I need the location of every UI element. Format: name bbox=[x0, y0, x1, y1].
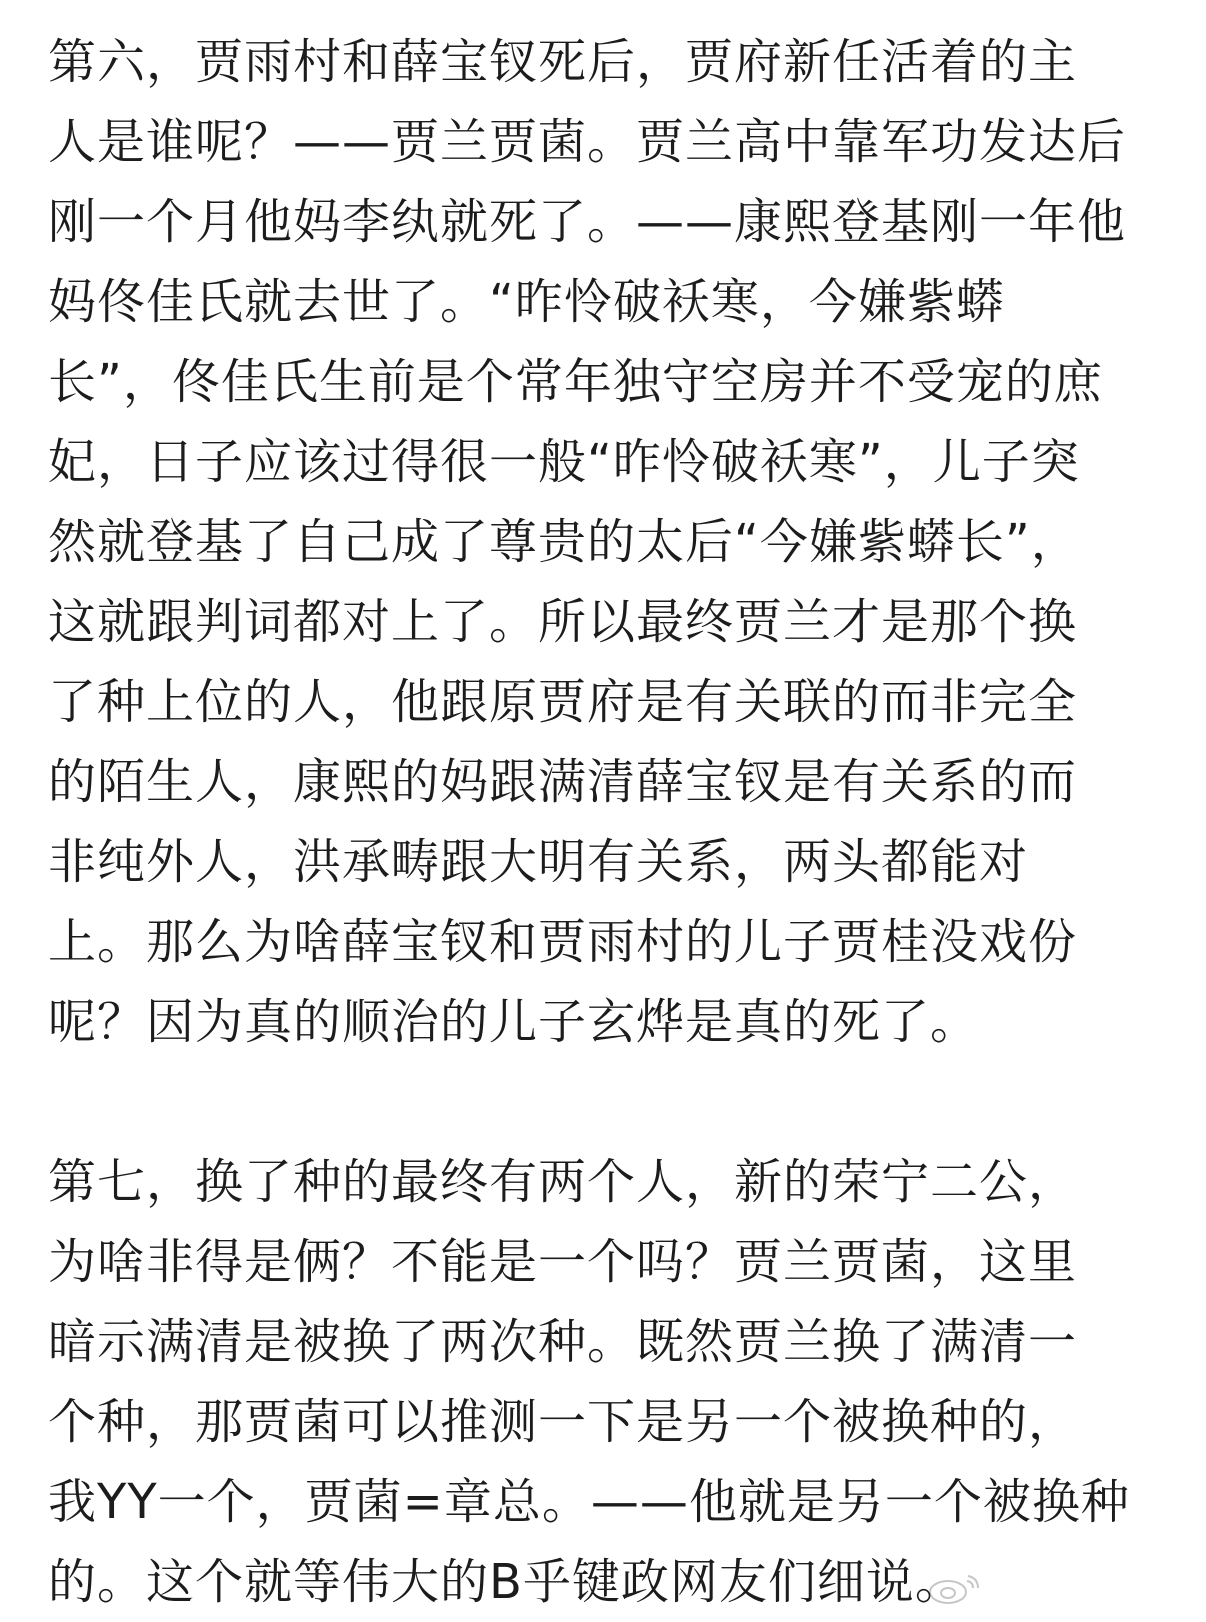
text-line: 个种，那贾菌可以推测一下是另一个被换种的， bbox=[48, 1394, 1078, 1450]
text-line: 妃，日子应该过得很一般“昨怜破袄寒”，儿子突 bbox=[48, 434, 1080, 490]
weibo-watermark-icon bbox=[924, 1570, 984, 1606]
text-line: 妈佟佳氏就去世了。“昨怜破袄寒，今嫌紫蟒 bbox=[48, 274, 1005, 330]
text-line: 非纯外人，洪承畴跟大明有关系，两头都能对 bbox=[48, 834, 1029, 890]
text-line: 暗示满清是被换了两次种。既然贾兰换了满清一 bbox=[48, 1314, 1078, 1370]
text-line: 了种上位的人，他跟原贾府是有关联的而非完全 bbox=[48, 674, 1078, 730]
paragraph-7 bbox=[48, 1142, 1168, 1622]
text-line: 刚一个月他妈李纨就死了。——康熙登基刚一年他 bbox=[48, 194, 1127, 250]
text-line: 第七，换了种的最终有两个人，新的荣宁二公， bbox=[48, 1154, 1078, 1210]
text-line: 的。这个就等伟大的B乎键政网友们细说。 bbox=[48, 1554, 964, 1610]
text-line: 上。那么为啥薛宝钗和贾雨村的儿子贾桂没戏份 bbox=[48, 914, 1078, 970]
text-line: 的陌生人，康熙的妈跟满清薛宝钗是有关系的而 bbox=[48, 754, 1078, 810]
text-line: 为啥非得是俩？不能是一个吗？贾兰贾菌，这里 bbox=[48, 1234, 1078, 1290]
text-line: 人是谁呢？——贾兰贾菌。贾兰高中靠军功发达后 bbox=[48, 114, 1127, 170]
text-line: 这就跟判词都对上了。所以最终贾兰才是那个换 bbox=[48, 594, 1078, 650]
text-line: 长”，佟佳氏生前是个常年独守空房并不受宠的庶 bbox=[48, 354, 1103, 410]
article-body bbox=[48, 22, 1168, 1622]
text-line: 然就登基了自己成了尊贵的太后“今嫌紫蟒长”， bbox=[48, 514, 1080, 570]
text-line: 第六，贾雨村和薛宝钗死后，贾府新任活着的主 bbox=[48, 34, 1078, 90]
text-line: 呢？因为真的顺治的儿子玄烨是真的死了。 bbox=[48, 994, 980, 1050]
watermark-mark bbox=[924, 1570, 984, 1610]
text-line: 我YY一个，贾菌=章总。——他就是另一个被换种 bbox=[48, 1474, 1130, 1530]
paragraph-6 bbox=[48, 22, 1168, 1062]
